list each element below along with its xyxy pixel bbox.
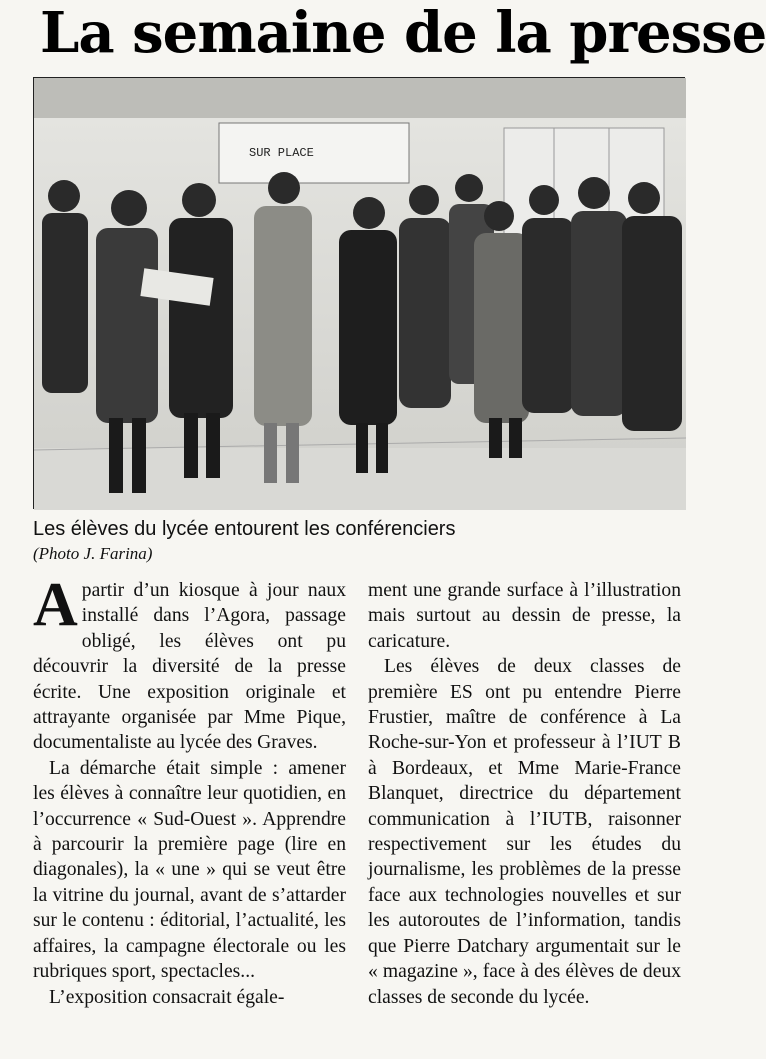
- article-paragraph: La démarche était simple : amener les élèves à connaître leur quotidien, en l’occurrence « Sud-Ouest ». Apprendre à parcourir la première page (lire en diagonales), la « une » qui se veut être la vitrine du journal, avant de s’attarder sur le contenu : éditorial, l’actualité, les affaires, la campagne électorale ou les rubriques sport, spectacles...: [33, 757, 346, 983]
- photo-credit: (Photo J. Farina): [33, 544, 153, 563]
- headline: La semaine de la presse: [40, 0, 766, 66]
- article-column-1: [33, 571, 346, 1048]
- article-paragraph: Les élèves de deux classes de première ES ont pu entendre Pierre Frustier, maître de conférence à La Roche-sur-Yon et professeur à l’IUT B à Bordeaux, et Mme Marie-France Blanquet, directrice du département communication à l’IUTB, raisonner respectivement sur les études du journalisme, les problèmes de la presse face aux technologies nouvelles et sur les autoroutes de l’information, tandis que Pierre Datchary argumentait sur le « magazine », face à des élèves de deux classes de seconde du lycée.: [368, 656, 681, 1008]
- paragraph-text: partir d’un kiosque à jour naux installé dans l’Agora, passage obligé, les élèves ont pu découvrir la diversité de la presse écrite. Une exposition originale et attrayante organisée par Mme Pique, documentaliste au lycée des Graves.: [33, 580, 346, 754]
- sign-text: SUR PLACE: [249, 146, 314, 160]
- article-column-2: [368, 578, 681, 1048]
- article-paragraph: L’exposition consacrait égale-: [49, 986, 285, 1008]
- article-paragraph: [33, 571, 346, 756]
- photo-caption: Les élèves du lycée entourent les conférenciers: [33, 518, 456, 540]
- group-photo: [33, 77, 685, 509]
- article-paragraph: ment une grande surface à l’illustration mais surtout au dessin de presse, la caricature.: [368, 580, 681, 652]
- drop-cap: A: [33, 571, 78, 639]
